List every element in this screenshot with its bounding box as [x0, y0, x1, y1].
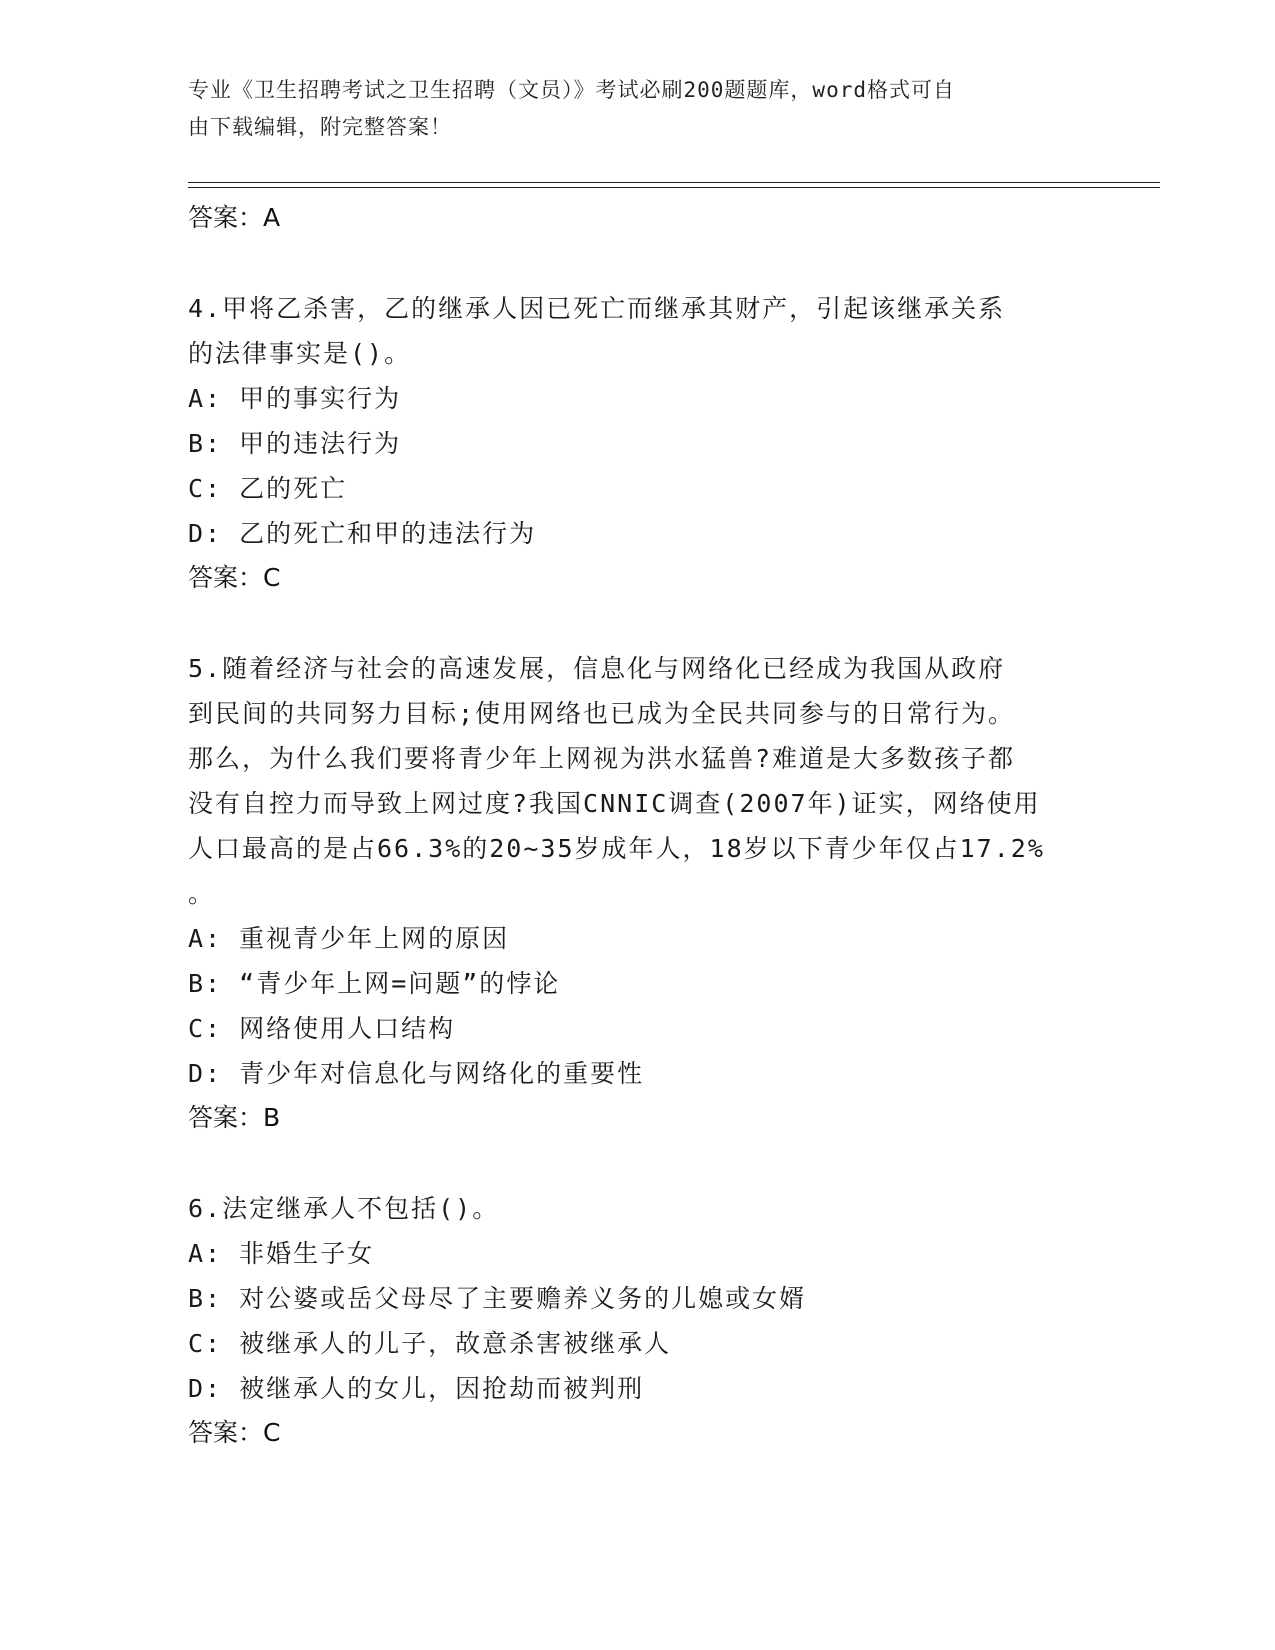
- option-c: C: 网络使用人口结构: [188, 1014, 456, 1043]
- stem-line: 。: [188, 879, 216, 908]
- answer: 答案：B: [188, 1103, 281, 1132]
- option-d: D: 乙的死亡和甲的违法行为: [188, 519, 537, 548]
- option-a: A: 非婚生子女: [188, 1239, 375, 1268]
- option-d: D: 被继承人的女儿，因抢劫而被判刑: [188, 1374, 645, 1403]
- question-stem: [188, 1186, 1088, 1231]
- option-c: C: 被继承人的儿子，故意杀害被继承人: [188, 1329, 672, 1358]
- question-stem: [188, 286, 1088, 376]
- option-d: D: 青少年对信息化与网络化的重要性: [188, 1059, 645, 1088]
- option-a: A: 重视青少年上网的原因: [188, 924, 510, 953]
- stem-line: 5.随着经济与社会的高速发展，信息化与网络化已经成为我国从政府: [188, 654, 1006, 683]
- option-c: C: 乙的死亡: [188, 474, 348, 503]
- question-5: [188, 646, 1168, 1140]
- option-a: A: 甲的事实行为: [188, 384, 402, 413]
- document-header: [188, 72, 1068, 146]
- answer: 答案：C: [188, 563, 281, 592]
- option-b: B: “青少年上网=问题”的悖论: [188, 969, 561, 998]
- answer-previous-question: 答案：A: [188, 203, 281, 232]
- question-4: [188, 286, 1168, 600]
- stem-line: 那么，为什么我们要将青少年上网视为洪水猛兽?难道是大多数孩子都: [188, 744, 1016, 773]
- stem-line: 没有自控力而导致上网过度?我国CNNIC调查(2007年)证实，网络使用: [188, 789, 1041, 818]
- stem-line: 到民间的共同努力目标;使用网络也已成为全民共同参与的日常行为。: [188, 699, 1016, 728]
- header-line-1: 专业《卫生招聘考试之卫生招聘（文员）》考试必刷200题题库，word格式可自: [188, 78, 955, 102]
- question-6: [188, 1186, 1168, 1455]
- answer: 答案：C: [188, 1418, 281, 1447]
- stem-line: 的法律事实是()。: [188, 339, 412, 368]
- stem-line: 6.法定继承人不包括()。: [188, 1194, 500, 1223]
- question-stem: [188, 646, 1088, 916]
- stem-line: 人口最高的是占66.3%的20~35岁成年人，18岁以下青少年仅占17.2%: [188, 834, 1045, 863]
- header-divider: [188, 182, 1160, 188]
- document-page: [188, 72, 1168, 1455]
- option-b: B: 甲的违法行为: [188, 429, 402, 458]
- option-b: B: 对公婆或岳父母尽了主要赡养义务的儿媳或女婿: [188, 1284, 807, 1313]
- stem-line: 4.甲将乙杀害，乙的继承人因已死亡而继承其财产，引起该继承关系: [188, 294, 1006, 323]
- header-line-2: 由下载编辑，附完整答案！: [188, 115, 452, 139]
